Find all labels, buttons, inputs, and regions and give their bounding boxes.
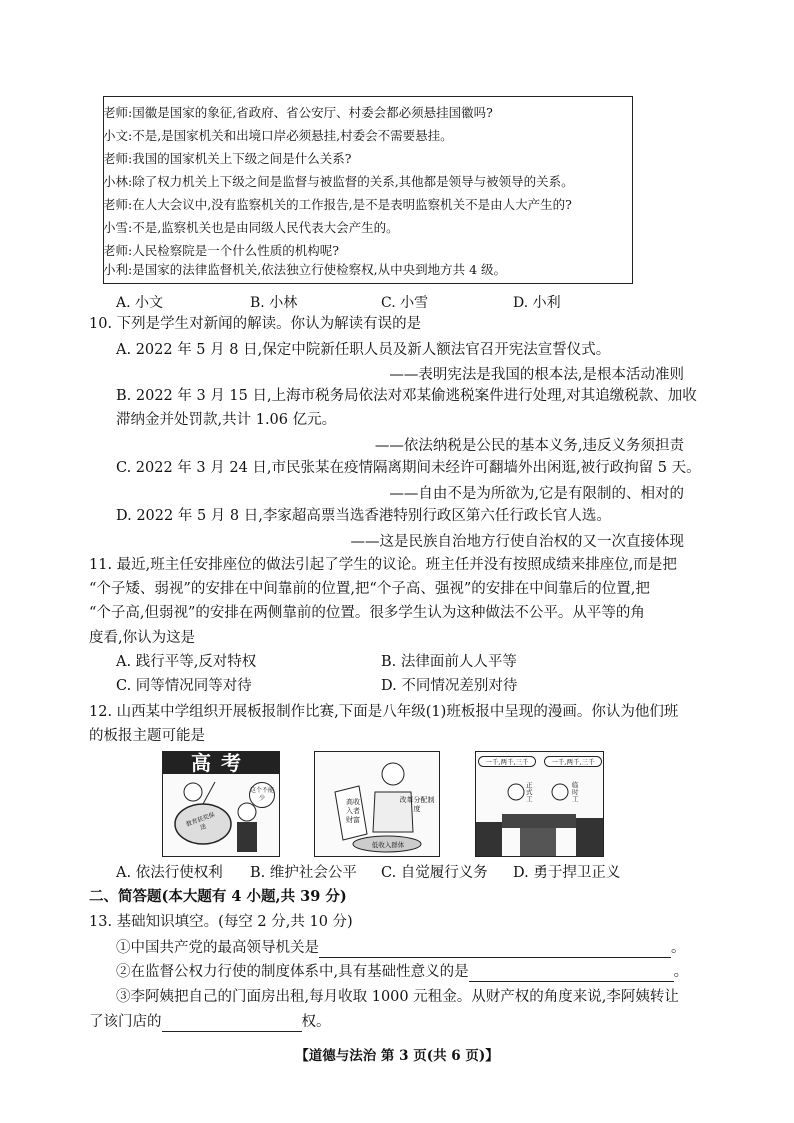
q9-option-c[interactable]: C. 小雪 <box>381 295 429 311</box>
cartoon-distribution <box>314 751 440 857</box>
q13-item-1 <box>116 938 686 958</box>
cartoon-bubble-right: 一千,两千,三千 <box>544 756 602 767</box>
dialog-line: 小雪:不是,监察机关也是由同级人民代表大会产生的。 <box>103 220 399 235</box>
q9-option-b[interactable]: B. 小林 <box>250 295 298 311</box>
dialog-line: 小文:不是,是国家机关和出境口岸必须悬挂,村委会不需要悬挂。 <box>103 128 453 143</box>
q11-option-b[interactable]: B. 法律面前人人平等 <box>381 654 517 670</box>
cartoon-bag-label: 高收入者财富 <box>346 798 360 824</box>
q13-item-3: ③李阿姨把自己的门面房出租,每月收取 1000 元租金。从财产权的角度来说,李阿姨转让 <box>116 989 679 1005</box>
q13-item-2 <box>116 962 688 982</box>
q11-option-d[interactable]: D. 不同情况差别对待 <box>381 678 518 694</box>
q10-option-a-note: ——表明宪法是我国的根本法,是根本活动准则 <box>389 367 684 383</box>
section-2-heading: 二、简答题(本大题有 4 小题,共 39 分) <box>89 888 347 905</box>
cartoon-workers <box>475 751 604 857</box>
cartoon-label-left: 正式工 <box>526 781 533 803</box>
dialog-line: 老师:国徽是国家的象征,省政府、省公安厅、村委会都必须悬挂国徽吗? <box>103 105 493 120</box>
cartoon-bubble-left: 一千,两千,三千 <box>478 756 536 767</box>
q11-option-c[interactable]: C. 同等情况同等对待 <box>116 678 252 694</box>
q13-item-2-text: ②在监督公权力行使的制度体系中,具有基础性意义的是 <box>116 964 469 980</box>
q13-blank-1[interactable] <box>319 941 671 958</box>
q13-item-1-end: 。 <box>671 940 686 956</box>
dialog-line: 老师:我国的国家机关上下级之间是什么关系? <box>103 151 352 166</box>
q13-stem: 13. 基础知识填空。(每空 2 分,共 10 分) <box>89 914 353 930</box>
cartoon-label-right: 临时工 <box>572 781 579 803</box>
q9-option-d[interactable]: D. 小利 <box>513 295 561 311</box>
q10-stem: 10. 下列是学生对新闻的解读。你认为解读有误的是 <box>89 316 422 332</box>
dialog-line: 老师:在人大会议中,没有监察机关的工作报告,是不是表明监察机关不是由人大产生的? <box>103 197 572 212</box>
cartoon-bubble: 这个不能少 <box>249 782 275 808</box>
q10-option-b-cont: 滞纳金并处罚款,共计 1.06 亿元。 <box>116 412 337 428</box>
q12-option-b[interactable]: B. 维护社会公平 <box>250 865 357 881</box>
q9-option-a[interactable]: A. 小文 <box>116 295 164 311</box>
q12-option-d[interactable]: D. 勇于捍卫正义 <box>513 865 621 881</box>
q13-item-1-text: ①中国共产党的最高领导机关是 <box>116 940 319 956</box>
dialog-line: 小利:是国家的法律监督机关,依法独立行使检察权,从中央到地方共 4 级。 <box>103 262 507 277</box>
cartoon-gaokao <box>162 751 280 857</box>
q10-option-a[interactable]: A. 2022 年 5 月 8 日,保定中院新任职人员及新人额法官召开宪法宣誓仪式。 <box>116 342 611 358</box>
q11-stem-3: “个子高,但弱视”的安排在两侧靠前的位置。很多学生认为这种做法不公平。从平等的角 <box>89 605 645 621</box>
q11-option-a[interactable]: A. 践行平等,反对特权 <box>116 654 257 670</box>
dialog-line: 小林:除了权力机关上下级之间是监督与被监督的关系,其他都是领导与被领导的关系。 <box>103 174 574 189</box>
q10-option-c[interactable]: C. 2022 年 3 月 24 日,市民张某在疫情隔离期间未经许可翻墙外出闲逛,被行政拘留 5 天。 <box>116 460 701 476</box>
q13-item-3b-text: 了该门店的 <box>89 1014 162 1030</box>
q11-stem-4: 度看,你认为这是 <box>89 630 196 646</box>
q10-option-d-note: ——这是民族自治地方行使自治权的又一次直接体现 <box>350 534 684 550</box>
q11-stem-1: 11. 最近,班主任安排座位的做法引起了学生的议论。班主任并没有按照成绩来排座位,而是把 <box>89 557 677 573</box>
q10-option-b[interactable]: B. 2022 年 3 月 15 日,上海市税务局依法对邓某偷逃税案件进行处理,对其追缴税款、加收 <box>116 388 697 404</box>
q11-stem-2: “个子矮、弱视”的安排在中间靠前的位置,把“个子高、强视”的安排在中间靠后的位置,把 <box>89 581 650 597</box>
q13-item-3c-text: 权。 <box>301 1014 331 1030</box>
cartoon-banner: 高考 <box>163 752 279 774</box>
q13-item-2-end: 。 <box>673 964 689 980</box>
page-footer: 【道德与法治 第 3 页(共 6 页)】 <box>295 1048 499 1064</box>
q13-item-3-cont <box>89 1012 331 1032</box>
q12-option-a[interactable]: A. 依法行使权利 <box>116 865 223 881</box>
q10-option-c-note: ——自由不是为所欲为,它是有限制的、相对的 <box>389 486 684 502</box>
q12-stem-1: 12. 山西某中学组织开展板报制作比赛,下面是八年级(1)班板报中呈现的漫画。你认为他们班 <box>89 704 679 720</box>
q12-option-c[interactable]: C. 自觉履行义务 <box>381 865 488 881</box>
q13-blank-2[interactable] <box>469 965 674 982</box>
cartoon-bowl-label: 低收入群体 <box>371 841 405 849</box>
cartoon-bubble: 改革分配制度 <box>399 796 435 813</box>
q13-blank-3[interactable] <box>162 1015 302 1032</box>
cartoon-bag-label: 教育获奖保送 <box>185 811 216 832</box>
q10-option-b-note: ——依法纳税是公民的基本义务,违反义务须担责 <box>374 438 684 454</box>
dialog-line: 老师:人民检察院是一个什么性质的机构呢? <box>103 243 339 258</box>
q10-option-d[interactable]: D. 2022 年 5 月 8 日,李家超高票当选香港特别行政区第六任行政长官人选。 <box>116 508 611 524</box>
q12-stem-2: 的板报主题可能是 <box>89 728 205 744</box>
cartoon-workers-drawing <box>476 752 603 856</box>
